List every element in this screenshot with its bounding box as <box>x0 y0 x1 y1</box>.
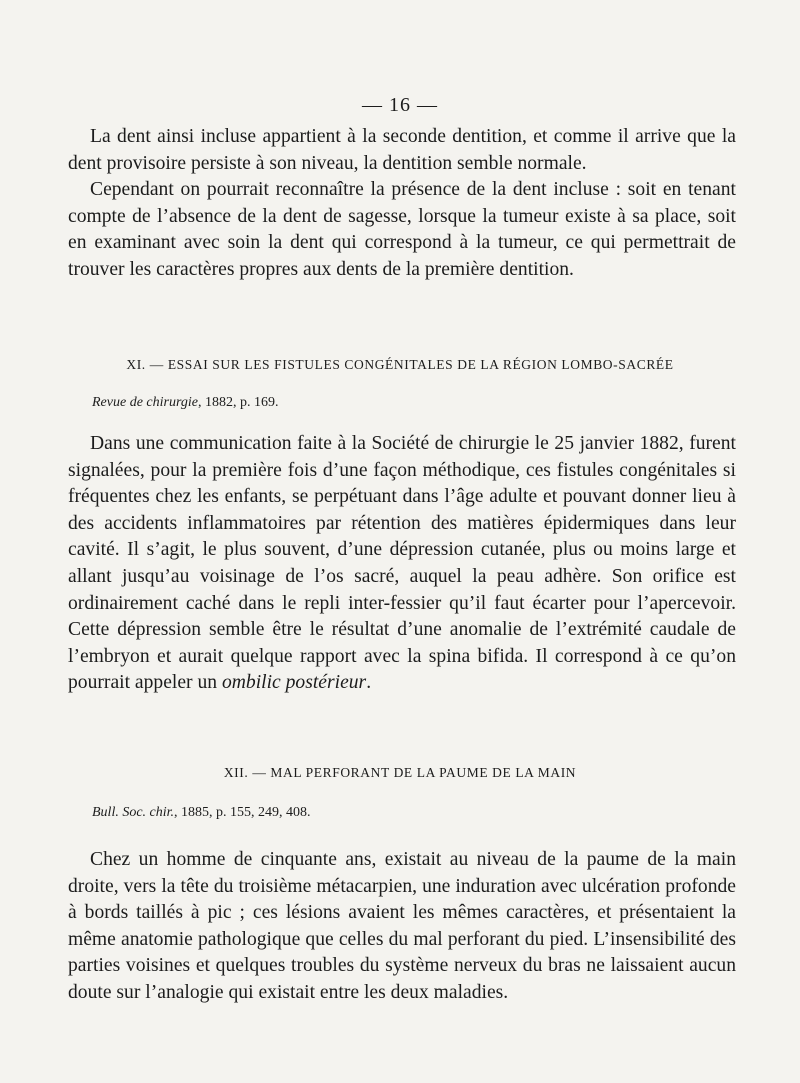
intro-paragraph-1: La dent ainsi incluse appartient à la seconde dentition, et comme il arrive que la dent provisoire persiste à son niveau, la dentition semble normale. <box>68 126 736 174</box>
section-11-text: Dans une communication faite à la Société de chirurgie le 25 janvier 1882, furent signalées, pour la première fois d’une façon méthodique, ces fistules congénitales si fréquentes chez les enfants, se perpétuant dans l’âge adulte et pouvant donner lieu à des accidents inflammatoires par rétention des matières épidermiques dans leur cavité. Il s’agit, le plus souvent, d’une dépression cutanée, plus ou moins large et allant jusqu’au voisinage de l’os sacré, auquel la peau adhère. Son orifice est ordinairement caché dans le repli inter-fessier qu’il faut écarter pour l’apercevoir. Cette dépression semble être le résultat d’une anomalie de l’extrémité caudale de l’embryon et aurait quelque rapport avec la spina bifida. Il correspond à ce qu’on pourrait appeler un <box>68 433 736 694</box>
section-12-paragraph: Chez un homme de cinquante ans, existait au niveau de la paume de la main droite, vers la tête du troisième métacarpien, une induration avec ulcération profonde à bords taillés à pic ; ces lésions avaient les mêmes caractères, et présentaient la même anatomie pathologique que celles du mal perforant du pied. L’insensibilité des parties voisines et quelques troubles du système nerveux du bras ne laissaient aucun doute sur l’analogie qui existait entre les deux maladies. <box>68 849 736 1003</box>
intro-paragraph-2: Cependant on pourrait reconnaître la présence de la dent incluse : soit en tenant compte de l’absence de la dent de sagesse, lorsque la tumeur existe à sa place, soit en examinant avec soin la dent qui correspond à la tumeur, ce qui permettrait de trouver les caractères propres aux dents de la première dentition. <box>68 179 736 280</box>
section-11-reference <box>92 395 279 411</box>
section-12-reference <box>92 805 311 821</box>
section-12-body <box>68 847 736 1007</box>
page-number: — 16 — <box>362 94 438 116</box>
section-12-ref-details: , 1885, p. 155, 249, 408. <box>174 805 311 820</box>
section-11-text-end: . <box>366 672 372 694</box>
section-11-body <box>68 431 736 697</box>
intro-text <box>68 124 736 284</box>
section-11-ref-details: , 1882, p. 169. <box>198 395 279 410</box>
section-12-heading: XII. — MAL PERFORANT DE LA PAUME DE LA MAIN <box>223 765 577 780</box>
section-11-paragraph <box>68 431 736 697</box>
section-12-journal: Bull. Soc. chir. <box>92 805 175 820</box>
section-11-journal: Revue de chirurgie <box>92 395 198 410</box>
section-11-emphasis: ombilic postérieur <box>221 672 367 694</box>
section-11-heading: XI. — ESSAI SUR LES FISTULES CONGÉNITALES DE LA RÉGION LOMBO-SACRÉE <box>126 357 674 372</box>
